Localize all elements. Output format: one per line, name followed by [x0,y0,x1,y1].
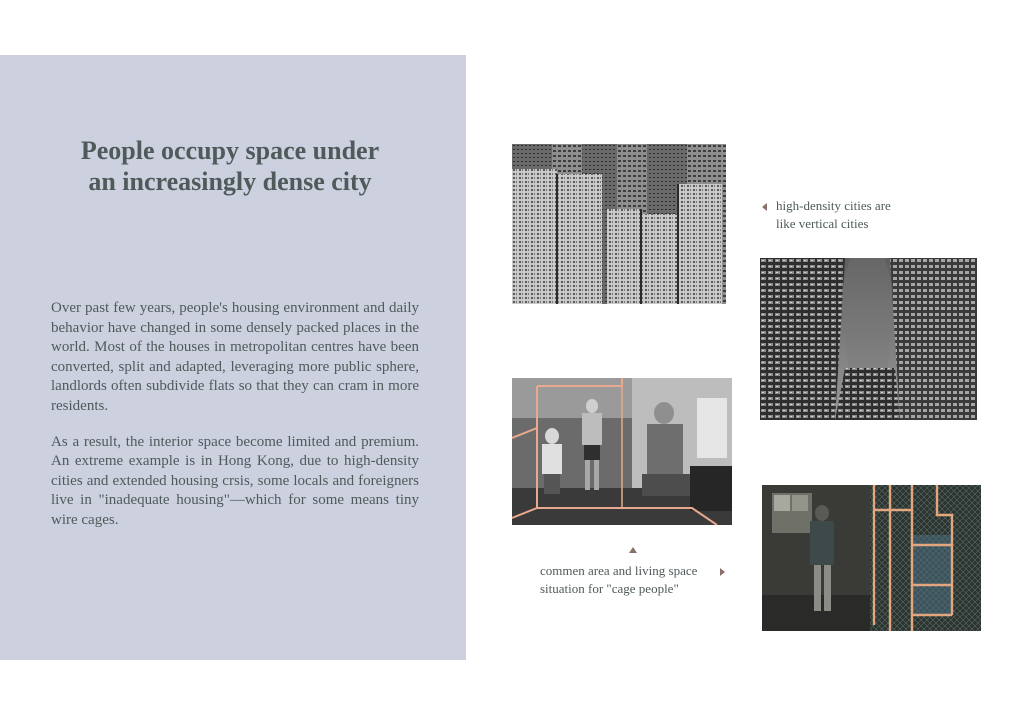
caption-vertical-line-1: high-density cities are [776,198,891,213]
caption-vertical-line-2: like vertical cities [776,216,869,231]
body-paragraph-2: As a result, the interior space become limited and premium. An extreme example is in Hong Kong, due to high-density cities and extended housing crsis, some locals and foreigners live in "inadequate housing"—which for some means tiny wire cages. [51,433,419,528]
photo-common-area [512,378,732,525]
caption-pointer-left-icon [762,203,767,211]
photo-dense-towers [512,144,726,304]
caption-pointer-right-icon [720,568,725,576]
caption-vertical-cities [776,197,956,233]
body-paragraph-1: Over past few years, people's housing environment and daily behavior have changed in some densely packed places in the world. Most of the houses in metropolitan centres have been converted, split and adapted, leveraging more public sphere, landlords often subdivide flats so that they can cram in more residents. [51,300,419,414]
caption-pointer-up-icon [629,547,637,553]
caption-cage-line-2: situation for "cage people" [540,581,679,596]
caption-cage-line-1: commen area and living space [540,563,698,578]
page-title [40,135,420,197]
body-text [51,299,419,547]
text-panel [0,55,466,660]
photo-cage-homes [762,485,981,631]
caption-cage-people [540,562,720,598]
photo-vertical-courtyard [760,258,977,420]
title-line-2: an increasingly dense city [88,167,372,196]
title-line-1: People occupy space under [80,136,380,165]
